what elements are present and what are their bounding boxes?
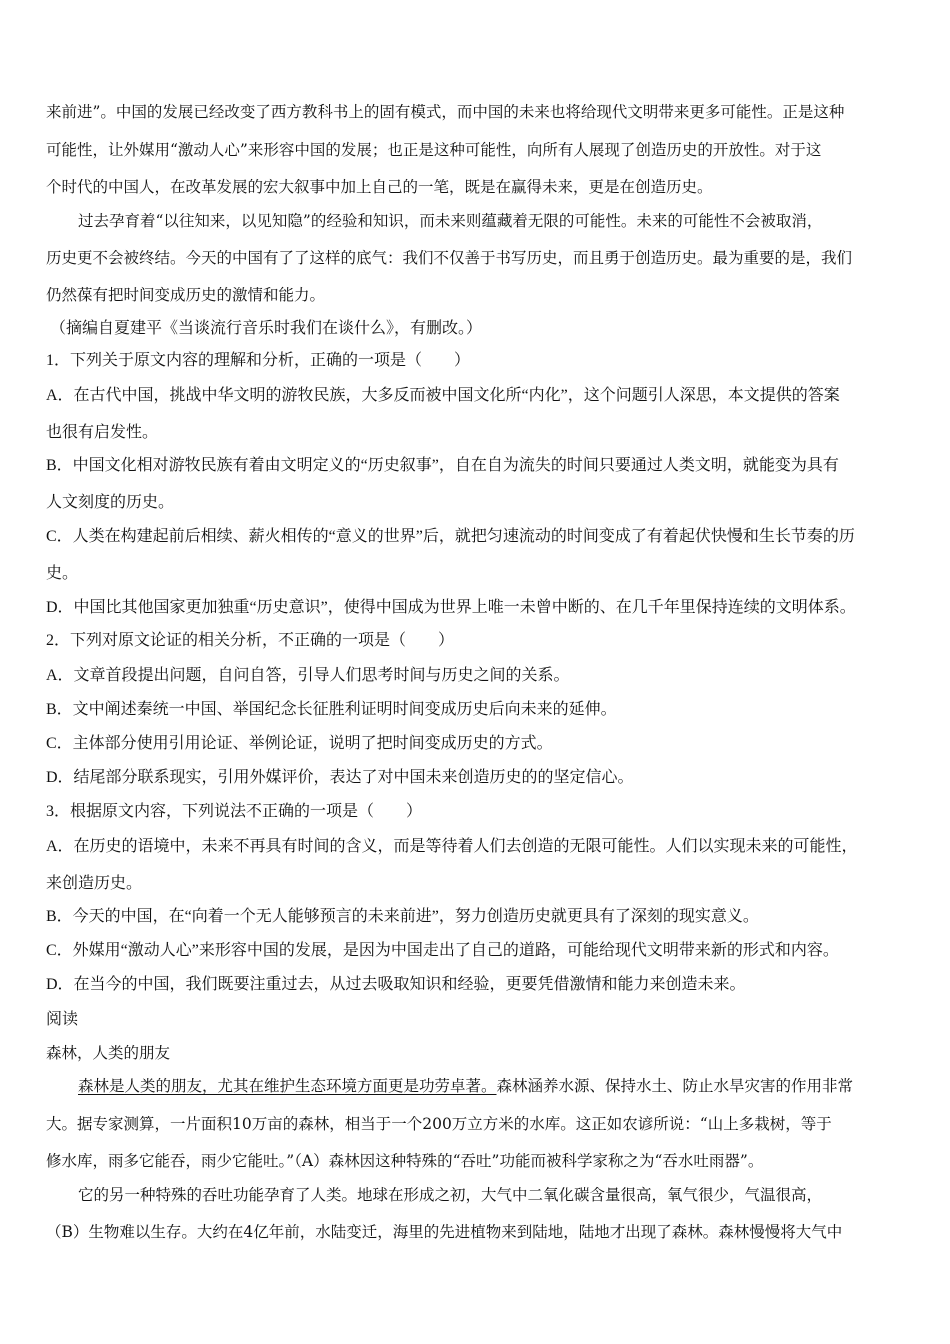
q1-option-b-line1: B．中国文化相对游牧民族有着由文明定义的“历史叙事”，自在自为流失的时间只要通过人类文明，就能变为具有 <box>46 457 839 474</box>
q2-option-c: C．主体部分使用引用论证、举例论证，说明了把时间变成历史的方式。 <box>46 735 553 752</box>
passage2-underlined-sentence: 森林是人类的朋友，尤其在维护生态环境方面更是功劳卓著。 <box>78 1077 497 1095</box>
passage1-p1-line1: 来前进”。中国的发展已经改变了西方教科书上的固有模式，而中国的未来也将给现代文明带来更多可能性。正是这种 <box>46 103 845 121</box>
q1-option-d: D．中国比其他国家更加独重“历史意识”，使得中国成为世界上唯一未曾中断的、在几千年里保持连续的文明体系。 <box>46 599 856 616</box>
passage2-p1-line1-rest: 森林涵养水源、保持水土、防止水旱灾害的作用非常 <box>496 1077 854 1095</box>
passage2-p1-line3: 修水库，雨多它能吞，雨少它能吐。”（A）森林因这种特殊的“吞吐”功能而被科学家称之为“吞水吐雨器”。 <box>46 1152 764 1170</box>
passage2-p1-line1 <box>78 1076 906 1096</box>
q2-option-a: A．文章首段提出问题，自问自答，引导人们思考时间与历史之间的关系。 <box>46 667 570 684</box>
q1-stem: 1．下列关于原文内容的理解和分析，正确的一项是（ ） <box>46 352 471 369</box>
passage1-p1-line3: 个时代的中国人，在改革发展的宏大叙事中加上自己的一笔，既是在赢得未来，更是在创造历史。 <box>46 178 713 196</box>
q3-stem: 3．根据原文内容，下列说法不正确的一项是（ ） <box>46 803 423 820</box>
q1-option-b-line2: 人文刻度的历史。 <box>46 494 175 511</box>
q3-option-d: D．在当今的中国，我们既要注重过去，从过去吸取知识和经验，更要凭借激情和能力来创造未来。 <box>46 976 746 993</box>
passage1-p2-line3: 仍然葆有把时间变成历史的激情和能力。 <box>46 286 326 304</box>
q1-option-c-line2: 史。 <box>46 565 79 582</box>
q3-option-a-line2: 来创造历史。 <box>46 875 143 892</box>
passage2-p1-line2: 大。据专家测算，一片面积10万亩的森林，相当于一个200万立方米的水库。这正如农谚所说：“山上多栽树，等于 <box>46 1115 832 1133</box>
q2-option-b: B．文中阐述秦统一中国、举国纪念长征胜利证明时间变成历史后向未来的延伸。 <box>46 701 617 718</box>
q2-option-d: D．结尾部分联系现实，引用外媒评价，表达了对中国未来创造历史的的坚定信心。 <box>46 769 634 786</box>
passage2-title: 森林，人类的朋友 <box>46 1044 171 1062</box>
reading-label: 阅读 <box>46 1011 79 1028</box>
q2-stem: 2．下列对原文论证的相关分析，不正确的一项是（ ） <box>46 632 455 649</box>
q1-option-a-line2: 也很有启发性。 <box>46 424 159 441</box>
passage1-p2-line1: 过去孕育着“以往知来，以见知隐”的经验和知识，而未来则蕴藏着无限的可能性。未来的可能性不会被取消， <box>78 212 823 230</box>
passage1-p1-line2: 可能性，让外媒用“激动人心”来形容中国的发展；也正是这种可能性，向所有人展现了创造历史的开放性。对于这 <box>46 141 822 159</box>
passage2-p2-line1: 它的另一种特殊的吞吐功能孕育了人类。地球在形成之初，大气中二氧化碳含量很高，氧气很少，气温很高， <box>78 1186 823 1204</box>
q3-option-c: C．外媒用“激动人心”来形容中国的发展，是因为中国走出了自己的道路，可能给现代文明带来新的形式和内容。 <box>46 942 839 959</box>
q3-option-b: B．今天的中国，在“向着一个无人能够预言的未来前进”，努力创造历史就更具有了深刻的现实意义。 <box>46 908 759 925</box>
passage1-source: （摘编自夏建平《当谈流行音乐时我们在谈什么》，有删改。） <box>50 320 483 337</box>
q3-option-a-line1: A．在历史的语境中，未来不再具有时间的含义，而是等待着人们去创造的无限可能性。人们以实现未来的可能性， <box>46 838 858 855</box>
q1-option-a-line1: A．在古代中国，挑战中华文明的游牧民族，大多反而被中国文化所“内化”，这个问题引人深思，本文提供的答案 <box>46 387 840 404</box>
passage2-p2-line2: （B）生物难以生存。大约在4亿年前，水陆变迁，海里的先进植物来到陆地，陆地才出现了森林。森林慢慢将大气中 <box>46 1223 843 1241</box>
q1-option-c-line1: C．人类在构建起前后相续、薪火相传的“意义的世界”后，就把匀速流动的时间变成了有着起伏快慢和生长节奏的历 <box>46 528 855 545</box>
passage1-p2-line2: 历史更不会被终结。今天的中国有了了这样的底气：我们不仅善于书写历史，而且勇于创造历史。最为重要的是，我们 <box>46 249 853 267</box>
